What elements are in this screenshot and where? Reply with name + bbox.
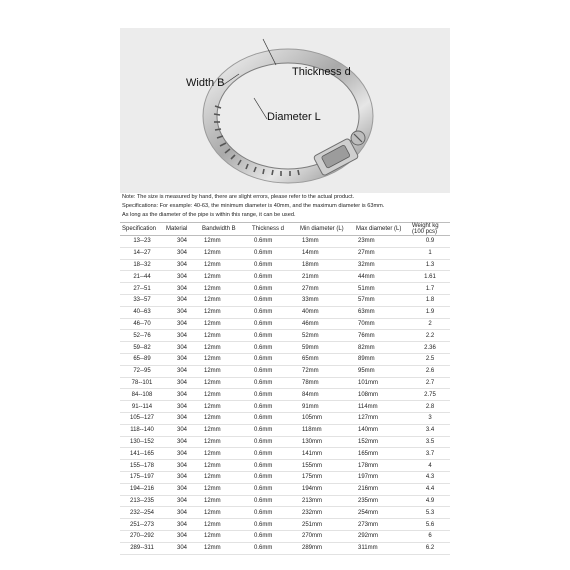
table-row [120, 436, 450, 448]
table-row [120, 412, 450, 424]
table-cell: 13mm [298, 236, 354, 248]
table-cell: 0.6mm [250, 495, 298, 507]
table-cell: 0.6mm [250, 507, 298, 519]
table-cell: 12mm [200, 495, 250, 507]
table-cell: 0.6mm [250, 342, 298, 354]
table-cell: 304 [164, 247, 200, 259]
table-cell: 1.7 [410, 283, 450, 295]
table-cell: 1 [410, 247, 450, 259]
table-cell: 235mm [354, 495, 410, 507]
table-cell: 2.5 [410, 353, 450, 365]
table-cell: 1.61 [410, 271, 450, 283]
table-cell: 304 [164, 306, 200, 318]
table-cell: 12mm [200, 412, 250, 424]
table-cell: 175mm [298, 471, 354, 483]
table-row [120, 271, 450, 283]
table-cell: 304 [164, 236, 200, 248]
table-cell: 72mm [298, 365, 354, 377]
table-cell: 5.3 [410, 507, 450, 519]
table-cell: 0.6mm [250, 330, 298, 342]
table-row [120, 401, 450, 413]
table-cell: 130mm [298, 436, 354, 448]
table-cell: 304 [164, 342, 200, 354]
table-cell: 59mm [298, 342, 354, 354]
table-cell: 216mm [354, 483, 410, 495]
table-cell: 12mm [200, 294, 250, 306]
table-cell: 118mm [298, 424, 354, 436]
table-cell: 0.6mm [250, 271, 298, 283]
table-cell: 63mm [354, 306, 410, 318]
table-cell: 178mm [354, 460, 410, 472]
table-cell: 155mm [298, 460, 354, 472]
table-cell: 12mm [200, 259, 250, 271]
table-cell: 12mm [200, 306, 250, 318]
table-cell: 175--197 [120, 471, 164, 483]
table-row [120, 342, 450, 354]
table-cell: 304 [164, 483, 200, 495]
table-cell: 0.6mm [250, 365, 298, 377]
table-cell: 140mm [354, 424, 410, 436]
table-cell: 4.9 [410, 495, 450, 507]
table-cell: 14--27 [120, 247, 164, 259]
note-line: Specifications: For example: 40-63, the minimum diameter is 40mm, and the maximum diameter is 63mm. [122, 203, 385, 209]
table-cell: 273mm [354, 519, 410, 531]
table-cell: 101mm [354, 377, 410, 389]
table-cell: 2 [410, 318, 450, 330]
table-cell: 304 [164, 448, 200, 460]
table-cell: 32mm [354, 259, 410, 271]
table-cell: 6 [410, 530, 450, 542]
table-cell: 6.2 [410, 542, 450, 554]
table-cell: 304 [164, 519, 200, 531]
table-cell: 12mm [200, 471, 250, 483]
table-cell: 91--114 [120, 401, 164, 413]
table-cell: 0.6mm [250, 530, 298, 542]
table-cell: 304 [164, 294, 200, 306]
table-cell: 14mm [298, 247, 354, 259]
header-weight: Weight kg (100 pcs) [410, 223, 450, 236]
table-cell: 289--311 [120, 542, 164, 554]
table-cell: 114mm [354, 401, 410, 413]
table-cell: 2.36 [410, 342, 450, 354]
table-cell: 3.5 [410, 436, 450, 448]
table-cell: 197mm [354, 471, 410, 483]
table-cell: 0.6mm [250, 412, 298, 424]
table-cell: 194--216 [120, 483, 164, 495]
table-row [120, 460, 450, 472]
table-row [120, 530, 450, 542]
table-cell: 0.6mm [250, 424, 298, 436]
table-cell: 311mm [354, 542, 410, 554]
table-row [120, 236, 450, 248]
table-cell: 108mm [354, 389, 410, 401]
table-row [120, 353, 450, 365]
table-cell: 33mm [298, 294, 354, 306]
table-cell: 27mm [354, 247, 410, 259]
table-cell: 0.6mm [250, 401, 298, 413]
table-cell: 13--23 [120, 236, 164, 248]
table-cell: 1.8 [410, 294, 450, 306]
table-cell: 52--76 [120, 330, 164, 342]
table-cell: 3.4 [410, 424, 450, 436]
table-cell: 0.6mm [250, 542, 298, 554]
table-cell: 12mm [200, 401, 250, 413]
table-cell: 130--152 [120, 436, 164, 448]
table-cell: 213--235 [120, 495, 164, 507]
table-cell: 0.6mm [250, 483, 298, 495]
table-cell: 12mm [200, 365, 250, 377]
table-cell: 304 [164, 412, 200, 424]
table-cell: 0.9 [410, 236, 450, 248]
table-cell: 304 [164, 507, 200, 519]
table-row [120, 247, 450, 259]
table-cell: 12mm [200, 353, 250, 365]
table-cell: 2.75 [410, 389, 450, 401]
table-cell: 12mm [200, 460, 250, 472]
header-bandwidth: Bandwidth B [200, 223, 250, 236]
table-cell: 0.6mm [250, 436, 298, 448]
table-cell: 0.6mm [250, 318, 298, 330]
table-cell: 33--57 [120, 294, 164, 306]
table-cell: 304 [164, 259, 200, 271]
table-cell: 0.6mm [250, 306, 298, 318]
table-cell: 2.6 [410, 365, 450, 377]
table-cell: 0.6mm [250, 283, 298, 295]
table-row [120, 389, 450, 401]
table-cell: 0.6mm [250, 471, 298, 483]
table-cell: 289mm [298, 542, 354, 554]
table-row [120, 365, 450, 377]
table-cell: 0.6mm [250, 448, 298, 460]
table-cell: 0.6mm [250, 519, 298, 531]
table-cell: 251mm [298, 519, 354, 531]
table-cell: 251--273 [120, 519, 164, 531]
table-row [120, 519, 450, 531]
table-row [120, 294, 450, 306]
table-cell: 0.6mm [250, 460, 298, 472]
table-cell: 304 [164, 542, 200, 554]
table-row [120, 542, 450, 554]
table-cell: 304 [164, 318, 200, 330]
table-cell: 152mm [354, 436, 410, 448]
header-max-diameter: Max diameter (L) [354, 223, 410, 236]
table-cell: 70mm [354, 318, 410, 330]
table-cell: 12mm [200, 542, 250, 554]
table-cell: 82mm [354, 342, 410, 354]
table-cell: 304 [164, 471, 200, 483]
table-cell: 3 [410, 412, 450, 424]
table-cell: 304 [164, 271, 200, 283]
note-line: Note: The size is measured by hand, there are slight errors, please refer to the actual product. [122, 194, 355, 200]
table-row [120, 306, 450, 318]
table-cell: 40--63 [120, 306, 164, 318]
table-cell: 12mm [200, 377, 250, 389]
table-cell: 304 [164, 401, 200, 413]
table-cell: 12mm [200, 283, 250, 295]
table-cell: 12mm [200, 236, 250, 248]
width-label: Width B [186, 77, 225, 89]
table-row [120, 283, 450, 295]
product-photo [120, 28, 450, 193]
table-cell: 91mm [298, 401, 354, 413]
table-cell: 292mm [354, 530, 410, 542]
table-row [120, 483, 450, 495]
table-cell: 40mm [298, 306, 354, 318]
table-cell: 304 [164, 365, 200, 377]
table-cell: 194mm [298, 483, 354, 495]
table-cell: 12mm [200, 424, 250, 436]
table-cell: 0.6mm [250, 247, 298, 259]
table-cell: 12mm [200, 530, 250, 542]
table-cell: 12mm [200, 436, 250, 448]
table-cell: 105mm [298, 412, 354, 424]
thickness-label: Thickness d [292, 66, 351, 78]
table-cell: 21mm [298, 271, 354, 283]
table-cell: 72--95 [120, 365, 164, 377]
table-cell: 12mm [200, 330, 250, 342]
table-cell: 44mm [354, 271, 410, 283]
table-cell: 12mm [200, 519, 250, 531]
table-cell: 23mm [354, 236, 410, 248]
table-cell: 1.3 [410, 259, 450, 271]
table-cell: 304 [164, 377, 200, 389]
table-cell: 5.6 [410, 519, 450, 531]
table-row [120, 495, 450, 507]
table-cell: 12mm [200, 448, 250, 460]
table-cell: 304 [164, 283, 200, 295]
header-thickness: Thickness d [250, 223, 298, 236]
table-cell: 84--108 [120, 389, 164, 401]
table-cell: 304 [164, 530, 200, 542]
table-cell: 232--254 [120, 507, 164, 519]
table-cell: 270--292 [120, 530, 164, 542]
table-cell: 1.9 [410, 306, 450, 318]
table-cell: 0.6mm [250, 353, 298, 365]
table-cell: 0.6mm [250, 259, 298, 271]
table-cell: 18mm [298, 259, 354, 271]
specification-table [120, 222, 450, 555]
table-cell: 12mm [200, 247, 250, 259]
table-cell: 4.4 [410, 483, 450, 495]
table-cell: 127mm [354, 412, 410, 424]
table-cell: 165mm [354, 448, 410, 460]
notes-block [122, 193, 452, 220]
table-cell: 2.2 [410, 330, 450, 342]
table-cell: 89mm [354, 353, 410, 365]
table-cell: 12mm [200, 389, 250, 401]
table-row [120, 471, 450, 483]
table-cell: 78mm [298, 377, 354, 389]
header-min-diameter: Min diameter (L) [298, 223, 354, 236]
table-header-row [120, 223, 450, 236]
table-cell: 95mm [354, 365, 410, 377]
table-cell: 304 [164, 353, 200, 365]
table-cell: 2.7 [410, 377, 450, 389]
table-cell: 21--44 [120, 271, 164, 283]
table-cell: 65--89 [120, 353, 164, 365]
table-cell: 12mm [200, 342, 250, 354]
header-material: Material [164, 223, 200, 236]
table-cell: 2.8 [410, 401, 450, 413]
table-cell: 118--140 [120, 424, 164, 436]
table-row [120, 330, 450, 342]
table-row [120, 377, 450, 389]
diameter-label: Diameter L [267, 111, 321, 123]
table-cell: 46mm [298, 318, 354, 330]
table-cell: 12mm [200, 271, 250, 283]
table-cell: 213mm [298, 495, 354, 507]
table-cell: 4.3 [410, 471, 450, 483]
table-cell: 0.6mm [250, 294, 298, 306]
table-cell: 141--165 [120, 448, 164, 460]
table-cell: 52mm [298, 330, 354, 342]
table-row [120, 424, 450, 436]
table-cell: 105--127 [120, 412, 164, 424]
table-cell: 18--32 [120, 259, 164, 271]
header-specification: Specification [120, 223, 164, 236]
table-cell: 12mm [200, 507, 250, 519]
table-cell: 304 [164, 389, 200, 401]
table-row [120, 448, 450, 460]
table-cell: 57mm [354, 294, 410, 306]
table-cell: 12mm [200, 318, 250, 330]
table-cell: 304 [164, 436, 200, 448]
table-cell: 65mm [298, 353, 354, 365]
table-cell: 0.6mm [250, 236, 298, 248]
table-cell: 12mm [200, 483, 250, 495]
table-cell: 78--101 [120, 377, 164, 389]
table-cell: 46--70 [120, 318, 164, 330]
table-cell: 0.6mm [250, 377, 298, 389]
table-cell: 270mm [298, 530, 354, 542]
table-cell: 27mm [298, 283, 354, 295]
table-cell: 0.6mm [250, 389, 298, 401]
table-cell: 141mm [298, 448, 354, 460]
table-cell: 4 [410, 460, 450, 472]
note-line: As long as the diameter of the pipe is within this range, it can be used. [122, 212, 296, 218]
table-cell: 59--82 [120, 342, 164, 354]
table-row [120, 507, 450, 519]
table-cell: 27--51 [120, 283, 164, 295]
table-cell: 304 [164, 330, 200, 342]
table-cell: 304 [164, 424, 200, 436]
table-cell: 84mm [298, 389, 354, 401]
table-cell: 51mm [354, 283, 410, 295]
table-cell: 155--178 [120, 460, 164, 472]
table-cell: 304 [164, 460, 200, 472]
table-cell: 76mm [354, 330, 410, 342]
table-row [120, 259, 450, 271]
table-cell: 3.7 [410, 448, 450, 460]
table-cell: 254mm [354, 507, 410, 519]
table-cell: 232mm [298, 507, 354, 519]
table-row [120, 318, 450, 330]
table-cell: 304 [164, 495, 200, 507]
